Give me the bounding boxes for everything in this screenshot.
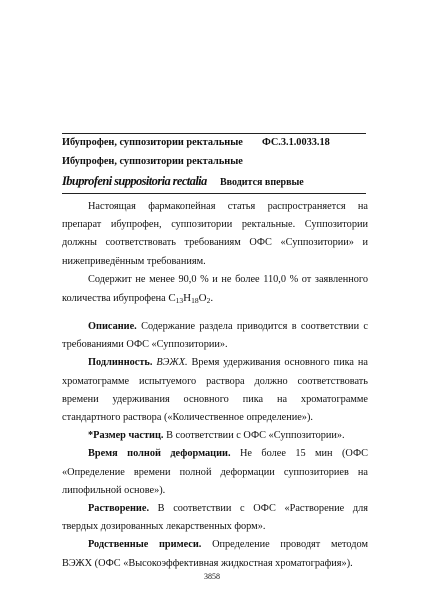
paragraph-particle-size bbox=[62, 427, 368, 445]
introduced-note: Вводится впервые bbox=[220, 177, 304, 188]
title-russian: Ибупрофен, суппозитории ректальные bbox=[62, 137, 243, 148]
related-impurities-label: Родственные примеси. bbox=[88, 539, 202, 551]
content-text: Содержит не менее 90,0 % и не более 110,0 % от заявленного количества ибупрофена bbox=[62, 273, 368, 305]
paragraph-content bbox=[62, 271, 368, 310]
paragraph-identity bbox=[62, 354, 368, 427]
paragraph-deformation bbox=[62, 445, 368, 500]
description-text: Содержание раздела приводится в соответствии с требованиями ОФС «Суппозитории». bbox=[62, 321, 368, 351]
header-bottom-rule bbox=[62, 193, 366, 194]
title-russian-repeat: Ибупрофен, суппозитории ректальные bbox=[62, 156, 243, 167]
dissolution-text: В соответствии с ОФС «Растворение для твердых дозированных лекарственных форм». bbox=[62, 503, 368, 533]
paragraph-description bbox=[62, 318, 368, 354]
particle-size-text: В соответствии с ОФС «Суппозитории». bbox=[166, 430, 345, 442]
identity-text: Время удерживания основного пика на хроматограмме испытуемого раствора должно соответствовать времени удерживания основного пика на хроматограмме стандартного раствора («Количественное определение»). bbox=[62, 357, 369, 424]
deformation-text: Не более 15 мин (ОФС «Определение времени полной деформации суппозиториев на липофильной основе»). bbox=[62, 448, 368, 496]
paragraph-dissolution bbox=[62, 500, 368, 536]
paragraph-related-impurities bbox=[62, 536, 368, 572]
body-block-1 bbox=[62, 198, 368, 310]
body-block-2 bbox=[62, 318, 368, 573]
header-top-rule bbox=[62, 133, 366, 134]
paragraph-scope: Настоящая фармакопейная статья распространяется на препарат ибупрофен, суппозитории ректальные. Суппозитории должны соответствовать требованиям ОФС «Суппозитории» и нижеприведённым требованиям. bbox=[62, 201, 368, 267]
document-code: ФС.3.1.0033.18 bbox=[262, 137, 330, 148]
dissolution-label: Растворение. bbox=[88, 503, 150, 515]
identity-method: ВЭЖХ. bbox=[156, 357, 188, 369]
related-impurities-text: Определение проводят методом ВЭЖХ (ОФС «Высокоэффективная жидкостная хроматография»). bbox=[62, 539, 368, 569]
identity-label: Подлинность. bbox=[88, 357, 153, 369]
page-number: 3858 bbox=[204, 572, 220, 581]
title-latin: Ibuprofeni suppositoria rectalia bbox=[62, 174, 207, 188]
particle-size-label: *Размер частиц. bbox=[88, 430, 164, 442]
deformation-label: Время полной деформации. bbox=[88, 448, 231, 460]
chemical-formula: $C_{13}H_{18}O_2$. bbox=[168, 292, 214, 306]
description-label: Описание. bbox=[88, 321, 137, 332]
